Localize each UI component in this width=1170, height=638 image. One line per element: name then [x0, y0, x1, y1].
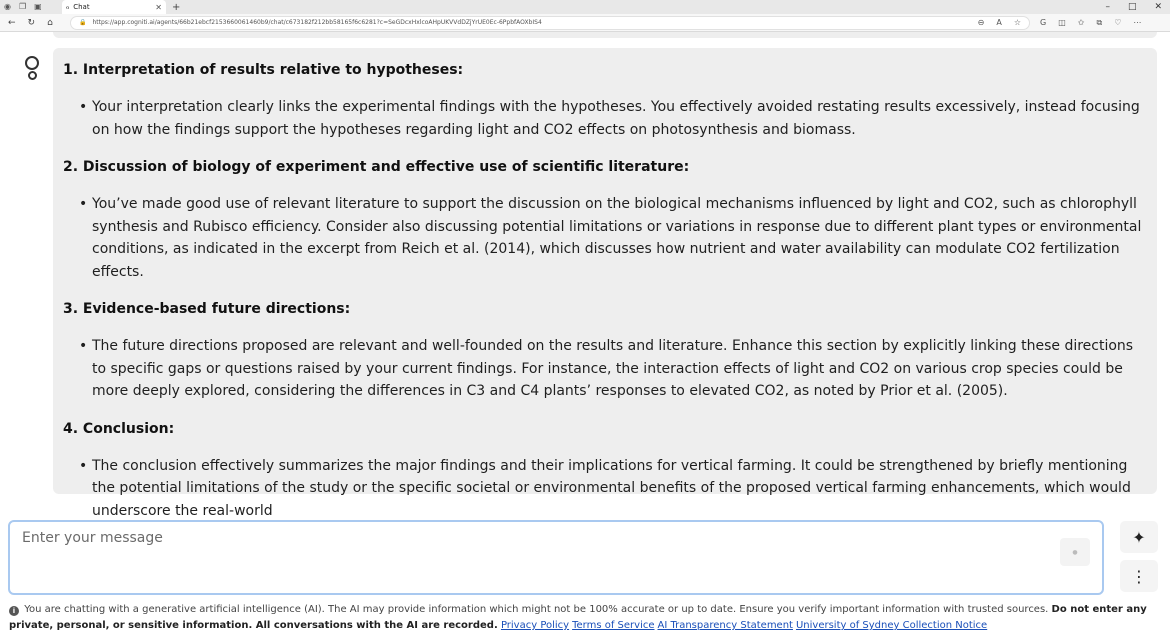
assistant-avatar-icon — [23, 56, 41, 84]
section-2 — [63, 157, 1143, 283]
section-heading: 3. Evidence-based future directions: — [63, 301, 351, 317]
ai-assist-button[interactable] — [1120, 521, 1158, 553]
workspaces-icon[interactable]: ❐ — [18, 2, 27, 11]
bullet-icon: • — [79, 99, 88, 115]
collections-icon[interactable]: ⧉ — [1096, 17, 1103, 27]
browser-toolbar — [1030, 18, 1141, 28]
info-icon: i — [9, 606, 19, 616]
browser-tab-bar — [0, 0, 1170, 14]
new-tab-icon[interactable]: + — [172, 1, 181, 13]
section-1 — [63, 60, 1143, 141]
browser-essentials-icon[interactable]: ♡ — [1114, 17, 1122, 27]
terms-of-service-link[interactable]: Terms of Service — [572, 620, 655, 631]
refresh-icon[interactable]: ↻ — [27, 17, 36, 28]
url-actions — [978, 18, 1021, 27]
warning-text: Do not enter any private, personal, or sensitive information. All conversations with the AI are recorded. — [9, 604, 1147, 631]
send-icon: ● — [1072, 548, 1078, 556]
list-item — [63, 96, 1143, 141]
lock-icon: 🔒 — [79, 19, 87, 26]
list-item-text: The future directions proposed are relevant and well-founded on the results and literature. Enhance this section by explicitly linking these directions to specific gaps or questions raised by your current findings. For instance, the interaction effects of light and CO2 on various crop species could be more deeply explored, considering the differences in C3 and C4 plants’ responses to elevated CO2, as noted by Prior et al. (2005). — [92, 338, 1134, 399]
bullet-icon: • — [79, 457, 88, 474]
split-screen-icon[interactable]: ◫ — [1058, 17, 1066, 27]
browser-address-bar — [0, 14, 1170, 32]
sparkle-icon: ✦ — [1132, 527, 1146, 547]
tab-actions-icon[interactable]: ▣ — [34, 2, 42, 11]
url-text: https://app.cogniti.ai/agents/66b21ebcf2153660061460b9/chat/c673182f212bb58165f6c6281?c=SeGDcxHxlcoAHpUKVVdDZjYrUE0Ec-6PpbfAOXbIS4 — [92, 19, 542, 26]
browser-tab[interactable] — [62, 0, 166, 14]
privacy-policy-link[interactable]: Privacy Policy — [500, 620, 570, 631]
bullet-icon: • — [79, 196, 88, 212]
favorite-star-icon[interactable]: ☆ — [1013, 18, 1021, 27]
home-icon[interactable]: ⌂ — [47, 17, 53, 28]
message-input[interactable] — [10, 522, 1102, 593]
navigation-buttons — [0, 18, 70, 28]
favorites-icon[interactable]: ✩ — [1077, 17, 1085, 27]
vertical-dots-icon: ⋮ — [1131, 566, 1147, 586]
zoom-icon[interactable]: ⊖ — [977, 18, 985, 27]
list-item — [63, 193, 1143, 283]
tab-close-icon[interactable]: ✕ — [155, 2, 162, 12]
window-close-icon[interactable]: ✕ — [1154, 2, 1162, 12]
tab-bar-icons — [0, 2, 62, 12]
chat-area — [0, 32, 1170, 519]
read-aloud-icon[interactable]: A — [996, 18, 1002, 27]
section-heading: 1. Interpretation of results relative to hypotheses: — [63, 62, 464, 78]
section-heading: 4. Conclusion: — [63, 420, 175, 437]
ai-transparency-link[interactable]: AI Transparency Statement — [657, 620, 793, 631]
send-button[interactable] — [1060, 538, 1090, 566]
section-4 — [63, 419, 1143, 523]
disclaimer-text: You are chatting with a generative artificial intelligence (AI). The AI may provide information which might not be 100% accurate or up to date. Ensure you verify important information with trusted sources. — [24, 604, 1049, 615]
tab-title: Chat — [73, 3, 90, 11]
list-item — [63, 455, 1143, 523]
back-icon[interactable]: ← — [8, 17, 16, 28]
collection-notice-link[interactable]: University of Sydney Collection Notice — [795, 620, 988, 631]
section-3 — [63, 299, 1143, 403]
list-item-text: Your interpretation clearly links the experimental findings with the hypotheses. You effectively avoided restating results excessively, instead focusing on how the findings support the hypotheses regarding light and CO2 effects on photosynthesis and biomass. — [92, 99, 1140, 138]
section-heading: 2. Discussion of biology of experiment and effective use of scientific literature: — [63, 159, 690, 175]
extension-icon[interactable]: G — [1040, 17, 1047, 27]
assistant-message — [53, 48, 1157, 519]
list-item-text: You’ve made good use of relevant literature to support the discussion on the biological mechanisms influenced by light and CO2, such as chlorophyll synthesis and Rubisco efficiency. Consider also discussing potential limitations or variations in response due to different plant types or environmental conditions, as indicated in the excerpt from Reich et al. (2014), which discusses how nutrient and water availability can modulate CO2 fertilization effects. — [92, 196, 1142, 280]
previous-message-edge — [53, 32, 1157, 38]
list-item-text: The conclusion effectively summarizes the major findings and their implications for vertical farming. It could be strengthened by briefly mentioning the potential limitations of the study or the specific societal or environmental benefits of the proposed vertical farming enhancements, which would underscore the real-world — [92, 457, 1131, 519]
bullet-icon: • — [79, 338, 88, 354]
profile-icon[interactable]: ◉ — [4, 2, 11, 11]
more-options-icon[interactable]: ⋯ — [1133, 17, 1142, 27]
maximize-icon[interactable]: □ — [1127, 2, 1137, 12]
footer-disclaimer — [9, 602, 1159, 634]
more-menu-button[interactable] — [1120, 560, 1158, 592]
minimize-icon[interactable]: – — [1105, 2, 1110, 12]
url-field[interactable] — [70, 16, 1030, 30]
tab-favicon-icon: ℴ — [66, 3, 70, 11]
list-item — [63, 335, 1143, 403]
window-controls — [1105, 2, 1170, 12]
message-input-container — [8, 520, 1104, 595]
